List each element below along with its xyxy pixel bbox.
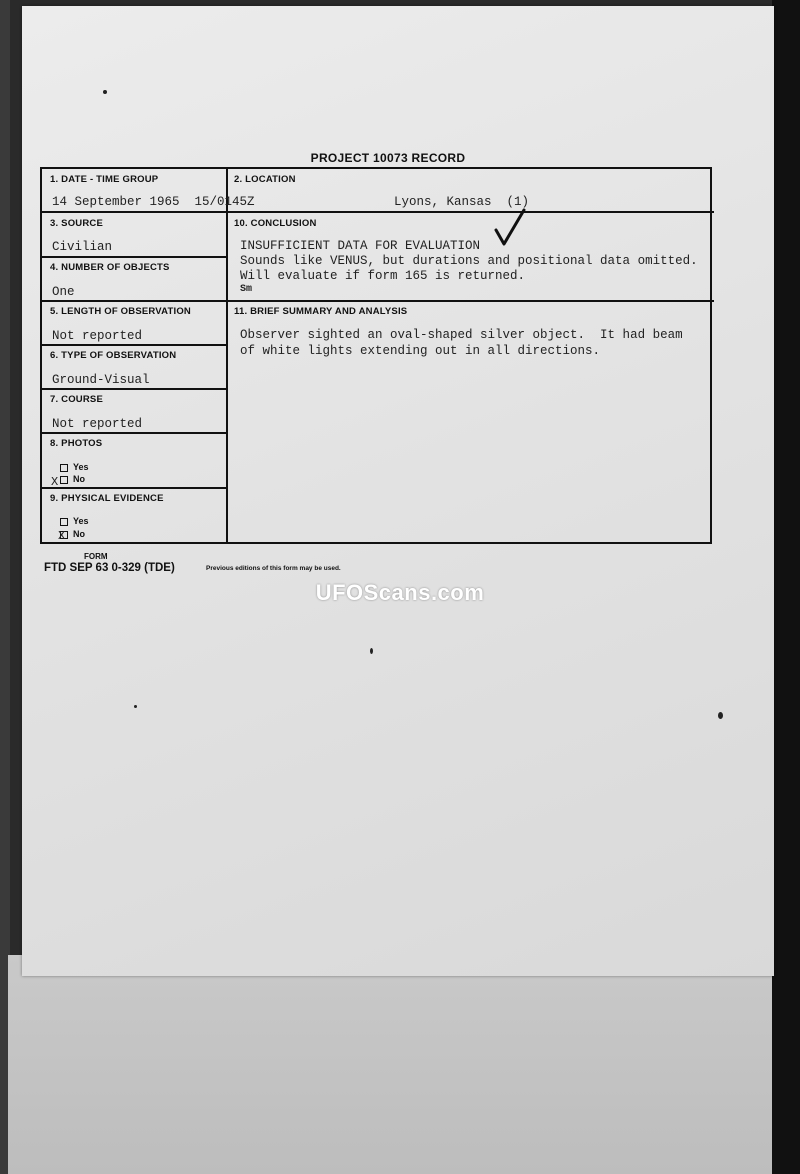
row-divider-4 [42, 344, 226, 346]
checkbox-icon [60, 518, 68, 526]
evidence-no-option: No [60, 529, 85, 539]
conclusion-line-3: Will evaluate if form 165 is returned. [240, 269, 526, 283]
location-value: Lyons, Kansas (1) [394, 195, 530, 209]
row-divider-2 [42, 256, 226, 258]
conclusion-line-2: Sounds like VENUS, but durations and positional data omitted. [240, 254, 698, 268]
row-divider-7 [42, 487, 226, 489]
location-label: 2. LOCATION [234, 174, 296, 185]
date-time-label: 1. DATE - TIME GROUP [50, 174, 159, 185]
row-divider-1 [42, 211, 714, 213]
date-time-value: 14 September 1965 15/0145Z [52, 195, 255, 209]
course-value: Not reported [52, 417, 143, 431]
form-word: FORM [84, 552, 108, 561]
column-divider [226, 169, 228, 542]
scan-speck [103, 90, 107, 94]
type-value: Ground-Visual [52, 373, 150, 387]
previous-editions-note: Previous editions of this form may be used. [206, 565, 341, 572]
conclusion-line-1: INSUFFICIENT DATA FOR EVALUATION [240, 239, 481, 253]
row-divider-6 [42, 432, 226, 434]
type-label: 6. TYPE OF OBSERVATION [50, 350, 177, 361]
scan-speck [718, 712, 723, 719]
source-label: 3. SOURCE [50, 218, 104, 229]
summary-line-1: Observer sighted an oval-shaped silver object. It had beam [240, 328, 683, 342]
summary-label: 11. BRIEF SUMMARY AND ANALYSIS [234, 306, 408, 317]
conclusion-label: 10. CONCLUSION [234, 218, 317, 229]
source-value: Civilian [52, 240, 113, 254]
row-divider-5 [42, 388, 226, 390]
evidence-yes-option: Yes [60, 516, 89, 526]
conclusion-line-4: Sm [240, 284, 253, 295]
objects-value: One [52, 285, 75, 299]
summary-line-2: of white lights extending out in all directions. [240, 344, 601, 358]
record-form [40, 167, 712, 544]
photos-no-mark: X [51, 475, 59, 489]
form-title: PROJECT 10073 RECORD [310, 151, 466, 165]
photos-label: 8. PHOTOS [50, 438, 103, 449]
length-label: 5. LENGTH OF OBSERVATION [50, 306, 191, 317]
photos-no-option: No [60, 474, 85, 484]
objects-label: 4. NUMBER OF OBJECTS [50, 262, 170, 273]
evidence-label: 9. PHYSICAL EVIDENCE [50, 493, 164, 504]
scan-speck [370, 648, 373, 654]
checkbox-icon [60, 464, 68, 472]
evidence-no-mark: X [58, 529, 66, 543]
form-id: FTD SEP 63 0-329 (TDE) [44, 562, 175, 574]
length-value: Not reported [52, 329, 143, 343]
photos-yes-option: Yes [60, 462, 89, 472]
row-divider-3 [42, 300, 714, 302]
checkmark-icon [492, 208, 528, 248]
course-label: 7. COURSE [50, 394, 104, 405]
underlying-sheet [8, 955, 778, 1174]
watermark: UFOScans.com [315, 580, 485, 605]
scan-speck [134, 705, 137, 708]
checkbox-icon [60, 476, 68, 484]
